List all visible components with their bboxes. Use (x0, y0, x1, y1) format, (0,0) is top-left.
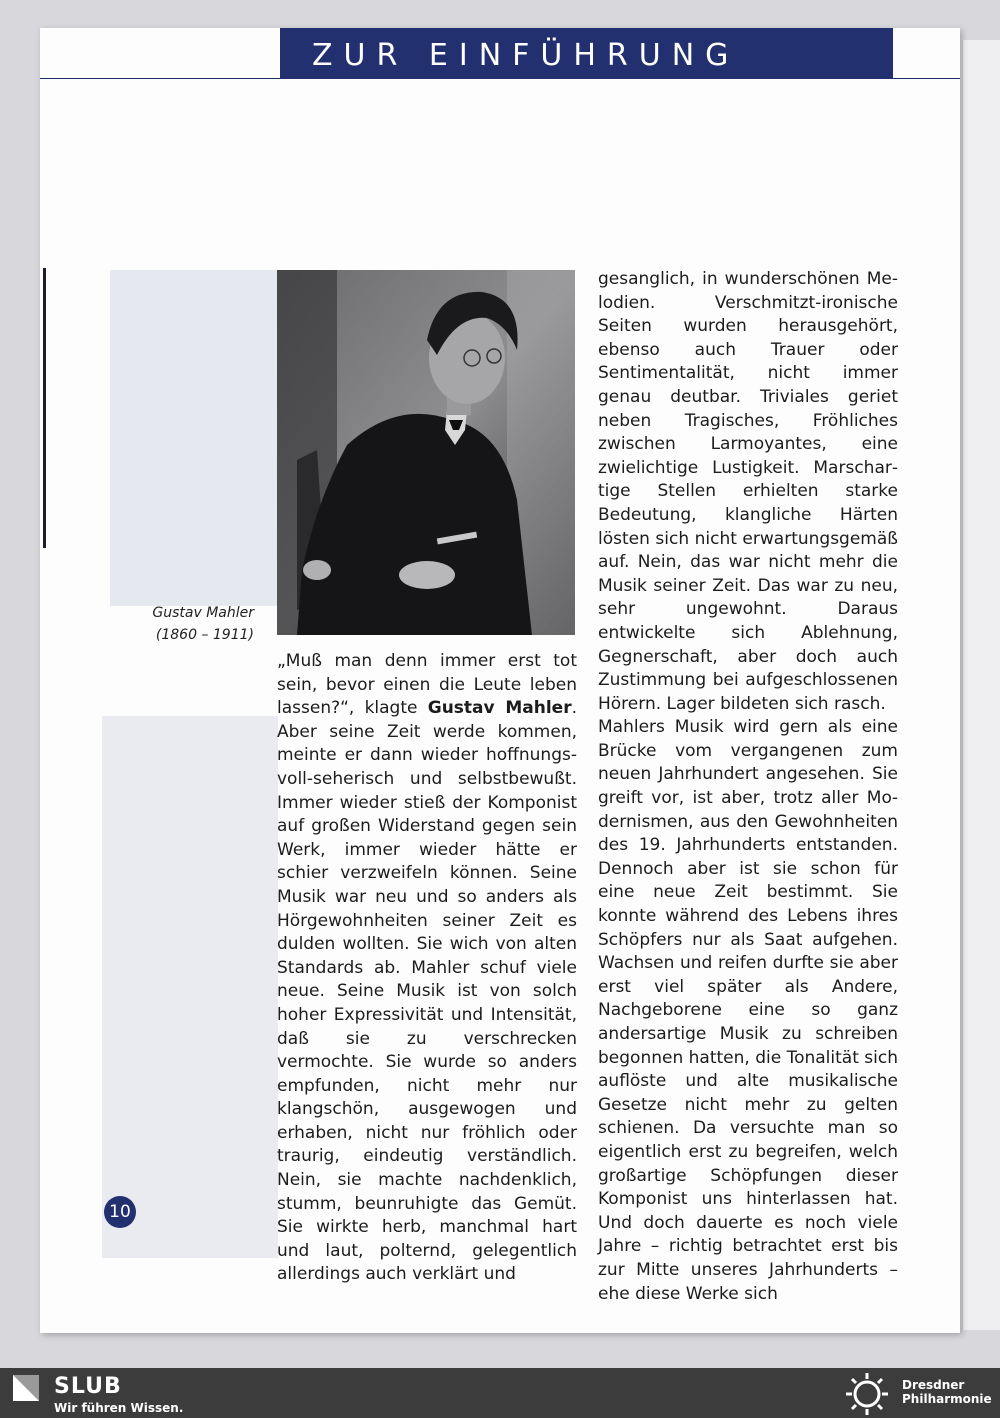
show-through-block (102, 716, 278, 1258)
slub-logo-icon (13, 1375, 39, 1401)
paragraph (277, 650, 577, 1287)
paragraph: Mahlers Musik wird gern als eine Brücke vom vergangenen zum neuen Jahrhundert angesehen. Sie greift vor, ist aber, trotz aller Modernismen, aus den Gewohnheiten des 19. Jahrhunderts entstanden. Dennoch aber ist sie schon für eine neue Zeit bestimmt. Sie konnte während des Lebens ihres Schöpfers nur als Saat aufgehen. Wachsen und reifen durfte sie aber erst viel später als Andere, Nachgeborene eine so ganz andersartige Musik zu schreiben begonnen hatten, die Tonalität sich auflöste und alte musikalische Gesetze nicht mehr zu gelten schienen. Da versuchte man so eigentlich erst zu begreifen, welch großartige Schöpfungen dieser Komponist uns hinterlassen hat. Und doch dauerte es noch viele Jahre – richtig betrachtet erst bis zur Mitte unseres Jahrhunderts – ehe diese Werke sich (598, 717, 898, 1304)
caption-name: Gustav Mahler (152, 605, 254, 621)
text-column-right (598, 268, 898, 1306)
footer-bar (0, 1368, 1000, 1418)
section-header: ZUR EINFÜHRUNG (280, 28, 893, 79)
show-through-block (110, 270, 278, 606)
next-page-edge (962, 40, 1000, 1330)
slub-subtitle: Wir führen Wissen. (54, 1401, 184, 1415)
philharmonie-line1: Dresdner (902, 1378, 965, 1392)
text-column-left (277, 650, 577, 1287)
philharmonie-line2: Philharmonie (902, 1392, 992, 1406)
binding-edge (43, 268, 46, 548)
paragraph: gesanglich, in wunderschönen Melodien. Verschmitzt-ironische Seiten wurden herausgehört, ebenso auch Trauer oder Sentimentalität, nicht immer genau deutbar. Triviales geriet neben Tragisches, Fröhliches zwischen Larmoyantes, eine zwielichtige Lustigkeit. Marschartige Stellen erhielten starke Bedeutung, klangliche Härten lösten sich nicht erwartungsgemäß auf. Nein, das war nicht mehr die Musik seiner Zeit. Das war zu neu, sehr ungewohnt. Daraus entwickelte sich Ablehnung, Gegnerschaft, aber doch auch Zustimmung bei aufgeschlossenen Hörern. Lager bildeten sich rasch. (598, 269, 898, 714)
philharmonie-name (902, 1378, 992, 1406)
philharmonie-logo-icon (842, 1371, 892, 1417)
portrait-illustration (277, 270, 575, 635)
body-text: . Aber seine Zeit werde kommen, meinte er dann wieder hoffnungsvoll-seherisch und selbstbewußt. Immer wieder stieß der Komponist auf großen Widerstand gegen sein Werk, immer wieder hätte er schier verzweifeln können. Seine Musik war neu und so anders als Hörgewohnheiten seiner Zeit es dulden wollten. Sie wich von alten Standards ab. Mahler schuf viele neue. Seine Musik ist von solch hoher Expressivität und Intensität, daß sie zu verschrecken vermochte. Sie wurde so anders empfunden, nicht mehr nur klangschön, ausgewogen und erhaben, nicht nur fröhlich oder traurig, eindeutig verständlich. Nein, sie machte nachdenklich, stumm, beunruhigte das Gemüt. Sie wirkte herb, manchmal hart und laut, polternd, gelegentlich allerdings auch verklärt und (277, 698, 577, 1285)
document-page (40, 28, 960, 1333)
portrait-photo (277, 270, 575, 635)
slub-title: SLUB (54, 1374, 122, 1399)
composer-name: Gustav Mahler (427, 698, 572, 719)
body-text: „Muß man denn immer erst tot sein, bevor einen die Leute leben lassen?“, klagte (277, 651, 577, 719)
caption-years: (1860 – 1911) (155, 627, 254, 643)
page-number: 10 (104, 1196, 136, 1228)
figure-caption (120, 602, 254, 646)
